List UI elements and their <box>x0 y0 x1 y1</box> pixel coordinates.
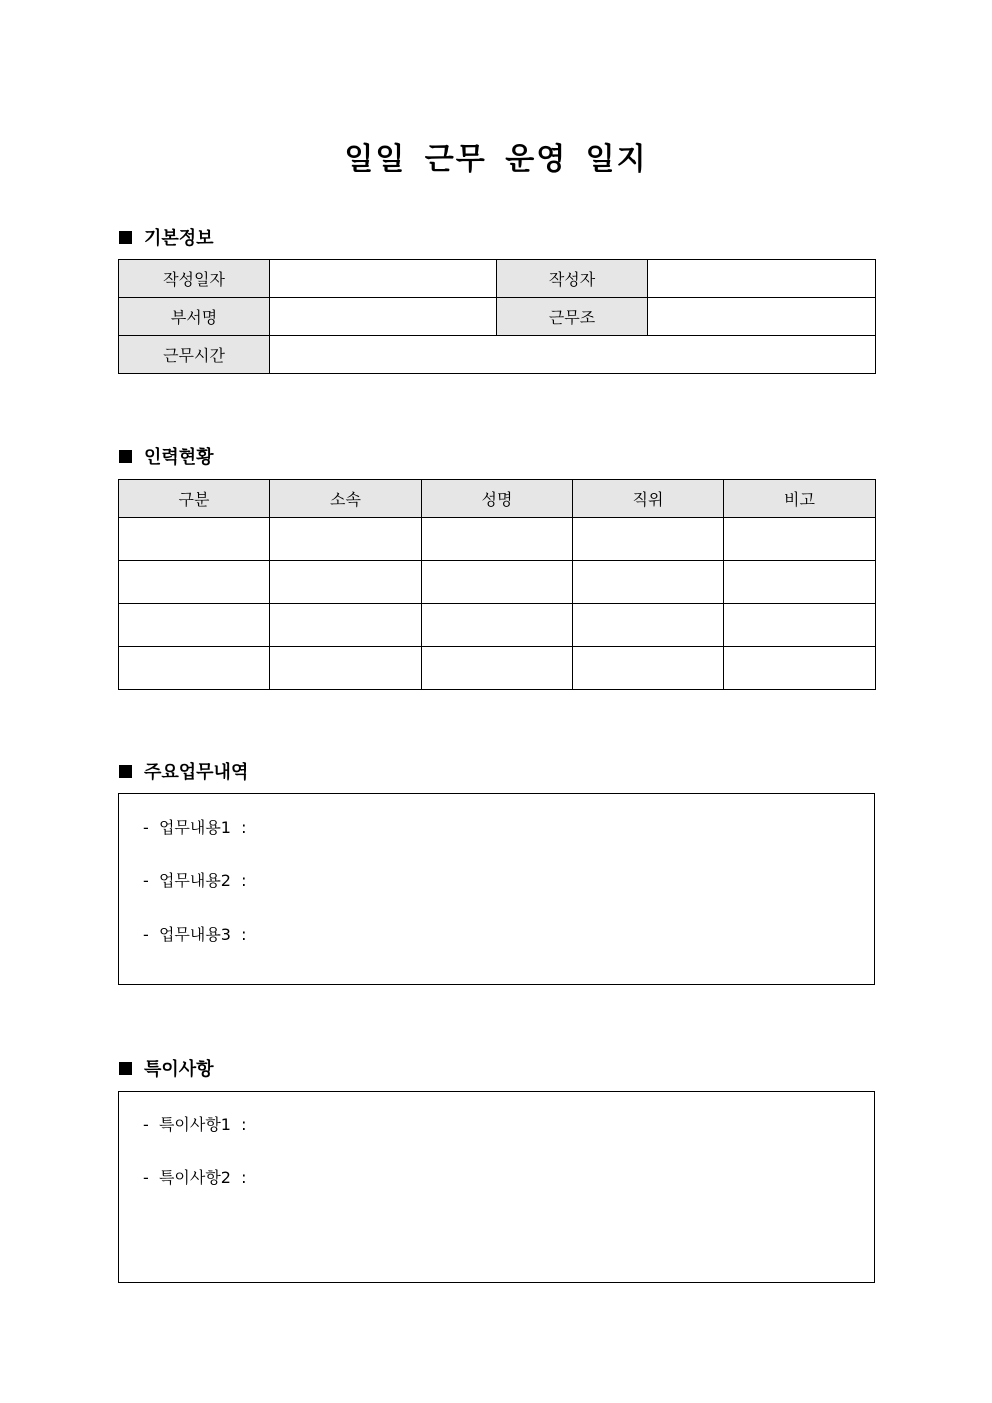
table-row <box>119 647 876 690</box>
section-notes <box>119 1055 214 1081</box>
table-cell[interactable] <box>422 561 573 604</box>
table-row <box>119 260 876 298</box>
section-work <box>119 758 248 784</box>
work-item-1: - 업무내용1 : <box>143 818 247 837</box>
shift-label: 근무조 <box>497 298 648 336</box>
table-cell[interactable] <box>422 518 573 561</box>
table-cell[interactable] <box>270 561 422 604</box>
table-row <box>119 561 876 604</box>
work-hours-label: 근무시간 <box>119 336 270 374</box>
table-row <box>119 336 876 374</box>
table-cell[interactable] <box>573 518 724 561</box>
table-row <box>119 604 876 647</box>
table-cell[interactable] <box>270 604 422 647</box>
note-item-2: - 특이사항2 : <box>143 1168 247 1187</box>
section-basic-info-title: 기본정보 <box>144 228 214 249</box>
work-item-2: - 업무내용2 : <box>143 871 247 890</box>
author-field[interactable] <box>648 260 876 298</box>
table-cell[interactable] <box>270 647 422 690</box>
shift-field[interactable] <box>648 298 876 336</box>
table-cell[interactable] <box>119 647 270 690</box>
square-bullet-icon <box>119 765 132 778</box>
table-cell[interactable] <box>422 604 573 647</box>
table-cell[interactable] <box>724 604 876 647</box>
table-cell[interactable] <box>270 518 422 561</box>
page-title: 일일 근무 운영 일지 <box>344 142 648 177</box>
department-field[interactable] <box>270 298 497 336</box>
author-label: 작성자 <box>497 260 648 298</box>
work-item-3: - 업무내용3 : <box>143 925 247 944</box>
section-staff-title: 인력현황 <box>144 447 214 468</box>
table-cell[interactable] <box>724 518 876 561</box>
work-details-box[interactable] <box>118 793 875 985</box>
table-row <box>119 518 876 561</box>
department-label: 부서명 <box>119 298 270 336</box>
table-row <box>119 298 876 336</box>
staff-table <box>118 479 876 690</box>
basic-info-table <box>118 259 876 374</box>
table-header-row <box>119 480 876 518</box>
column-header: 소속 <box>270 480 422 518</box>
written-date-label: 작성일자 <box>119 260 270 298</box>
table-cell[interactable] <box>573 561 724 604</box>
table-cell[interactable] <box>724 561 876 604</box>
section-work-title: 주요업무내역 <box>144 762 249 783</box>
column-header: 직위 <box>573 480 724 518</box>
written-date-field[interactable] <box>270 260 497 298</box>
column-header: 비고 <box>724 480 876 518</box>
work-hours-field[interactable] <box>270 336 876 374</box>
table-cell[interactable] <box>119 561 270 604</box>
table-cell[interactable] <box>573 604 724 647</box>
table-cell[interactable] <box>422 647 573 690</box>
square-bullet-icon <box>119 1062 132 1075</box>
table-cell[interactable] <box>119 604 270 647</box>
section-basic-info <box>119 224 214 250</box>
column-header: 구분 <box>119 480 270 518</box>
notes-box[interactable] <box>118 1091 875 1283</box>
square-bullet-icon <box>119 450 132 463</box>
section-notes-title: 특이사항 <box>144 1059 214 1080</box>
table-cell[interactable] <box>573 647 724 690</box>
section-staff <box>119 443 214 469</box>
column-header: 성명 <box>422 480 573 518</box>
note-item-1: - 특이사항1 : <box>143 1115 247 1134</box>
table-cell[interactable] <box>119 518 270 561</box>
square-bullet-icon <box>119 231 132 244</box>
table-cell[interactable] <box>724 647 876 690</box>
